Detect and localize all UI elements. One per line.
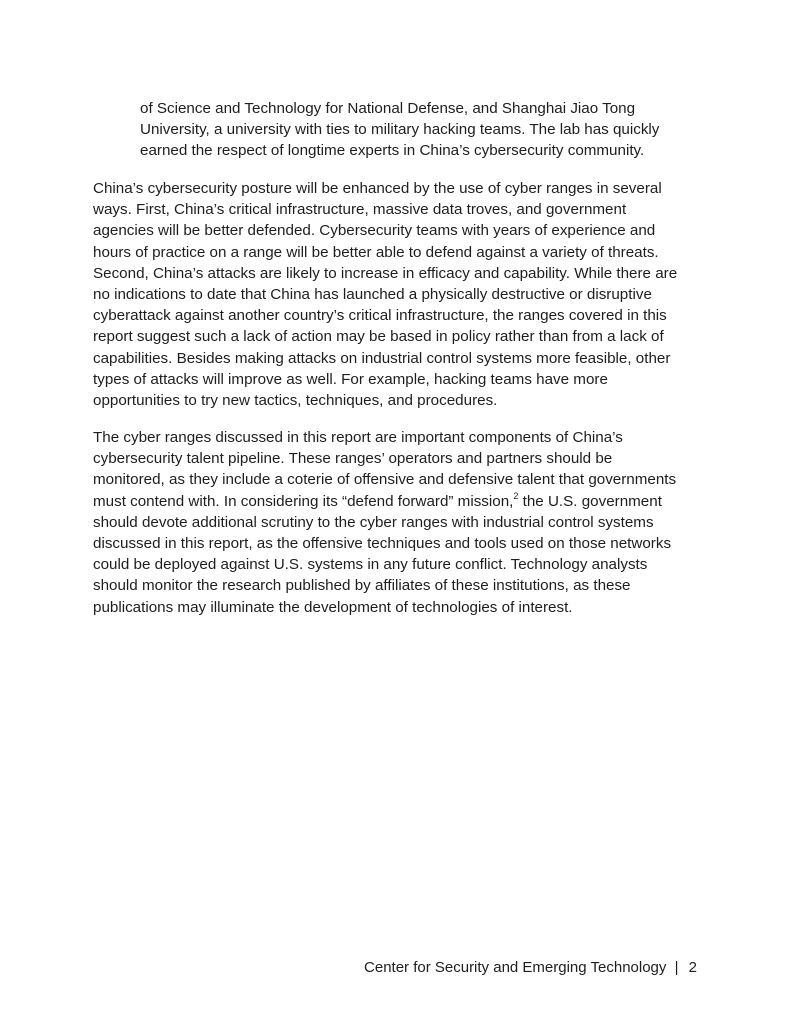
footer-organization: Center for Security and Emerging Technology (364, 959, 667, 976)
page-number: 2 (688, 959, 697, 976)
text-line-with-footnote (93, 491, 703, 512)
footer-separator: | (674, 959, 679, 976)
text-line: publications may illuminate the development of technologies of interest. (93, 598, 573, 616)
body-paragraph-1 (93, 178, 703, 411)
text-line: hours of practice on a range will be better able to defend against a variety of threats. (93, 243, 659, 261)
continued-quote-block (140, 98, 700, 162)
page-footer (364, 957, 697, 979)
text-line: agencies will be better defended. Cybersecurity teams with years of experience and (93, 222, 656, 240)
text-line: The cyber ranges discussed in this report are important components of China’s (93, 429, 623, 446)
text-line: types of attacks will improve as well. For example, hacking teams have more (93, 370, 608, 388)
text-line: China’s cybersecurity posture will be enhanced by the use of cyber ranges in several (93, 180, 662, 197)
text-line: no indications to date that China has launched a physically destructive or disruptive (93, 286, 652, 304)
text-line: should monitor the research published by affiliates of these institutions, as these (93, 577, 631, 595)
text-line: discussed in this report, as the offensive techniques and tools used on those networks (93, 535, 672, 553)
text-line: Second, China’s attacks are likely to increase in efficacy and capability. While there are (93, 264, 678, 282)
text-line: could be deployed against U.S. systems in any future conflict. Technology analysts (93, 556, 648, 574)
text-line: report suggest such a lack of action may be based in policy rather than from a lack of (93, 328, 664, 346)
footnote-reference[interactable]: 2 (513, 490, 519, 501)
text-line: University, a university with ties to military hacking teams. The lab has quickly (140, 121, 660, 139)
text-line: opportunities to try new tactics, techniques, and procedures. (93, 392, 498, 410)
text-line: cyberattack against another country’s critical infrastructure, the ranges covered in this (93, 307, 667, 325)
text-line: earned the respect of longtime experts in China’s cybersecurity community. (140, 142, 645, 160)
text-segment: the U.S. government (518, 492, 662, 510)
text-line: should devote additional scrutiny to the cyber ranges with industrial control systems (93, 513, 654, 531)
text-line: of Science and Technology for National Defense, and Shanghai Jiao Tong (140, 100, 636, 117)
text-line: cybersecurity talent pipeline. These ranges’ operators and partners should be (93, 450, 613, 468)
text-line: monitored, as they include a coterie of offensive and defensive talent that governments (93, 471, 677, 489)
text-line: ways. First, China’s critical infrastructure, massive data troves, and government (93, 201, 627, 219)
body-paragraph-2 (93, 427, 703, 618)
text-segment: must contend with. In considering its “defend forward” mission, (93, 492, 514, 510)
text-line: capabilities. Besides making attacks on industrial control systems more feasible, other (93, 349, 671, 367)
